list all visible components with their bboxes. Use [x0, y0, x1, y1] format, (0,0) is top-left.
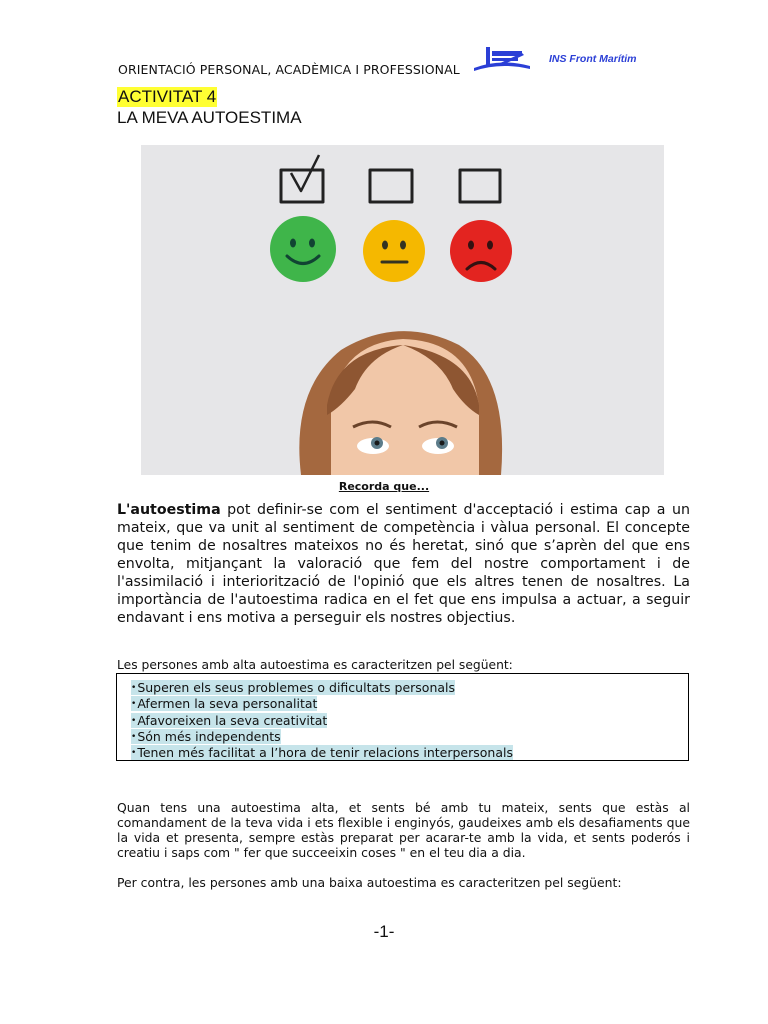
high-self-esteem-intro: Les persones amb alta autoestima es caracteritzen pel següent: [117, 658, 513, 672]
woman-head-illustration [299, 331, 502, 475]
intro-text: pot definir-se com el sentiment d'acceptació i estima cap a un mateix, que va unit al sentiment de competència i vàlua personal. El concepte que tenim de nosaltres mateixos no és heretat, sinó que s’aprèn del que ens envolta, mitjançant la valoració que fem del nostre comportament i de l'assimilació i interiorització de l'opinió que els altres tenen de nosaltres. La importància de l'autoestima radica en el fet que ens impulsa a actuar, a seguir endavant i ens motiva a perseguir els nostres objectius. [117, 502, 690, 626]
trait-text: Superen els seus problemes o dificultats personals [137, 680, 456, 695]
checkbox-icon [460, 170, 500, 202]
trait-text: Afermen la seva personalitat [137, 696, 318, 712]
traits-box [116, 673, 689, 761]
intro-paragraph [117, 501, 690, 627]
trait-text: Afavoreixen la seva creativitat [137, 712, 328, 728]
high-self-esteem-paragraph: Quan tens una autoestima alta, et sents bé amb tu mateix, sents que estàs al comandament de la teva vida i ets flexible i enginyós, gaudeixes amb els desafiaments que la vida et presenta, sempre estàs preparat per acarar-te amb la vida, et sents poderós i creatiu i saps com " fer que succeeixin coses " en el teu dia a dia. [117, 800, 690, 860]
activity-label: ACTIVITAT 4 [118, 87, 217, 106]
bullet-icon: • [131, 748, 137, 759]
bullet-icon: • [131, 683, 137, 693]
checkbox-icon [281, 170, 323, 202]
list-item [131, 680, 688, 696]
checkmark-icon [291, 155, 319, 191]
list-item [131, 713, 688, 729]
happy-face-icon [270, 216, 336, 282]
bullet-icon: • [131, 699, 137, 710]
trait-text: Tenen més facilitat a l’hora de tenir relacions interpersonals [137, 745, 513, 761]
self-esteem-illustration [141, 145, 664, 475]
checkbox-icon [370, 170, 412, 202]
page-number: -1- [373, 922, 395, 941]
list-item [131, 696, 688, 712]
school-logo-text: INS Front Marítim [549, 53, 637, 65]
trait-text: Són més independents [137, 728, 281, 744]
caption: Recorda que... [338, 480, 430, 493]
low-self-esteem-intro: Per contra, les persones amb una baixa autoestima es caracteritzen pel següent: [117, 875, 622, 890]
list-item [131, 745, 688, 761]
bullet-icon: • [131, 731, 137, 742]
activity-title: LA MEVA AUTOESTIMA [117, 108, 302, 127]
intro-term: L'autoestima [117, 502, 221, 518]
course-title: ORIENTACIÓ PERSONAL, ACADÈMICA I PROFESSIONAL [118, 62, 460, 77]
neutral-face-icon [363, 220, 425, 282]
sad-face-icon [450, 220, 512, 282]
list-item [131, 729, 688, 745]
bullet-icon: • [131, 715, 137, 726]
